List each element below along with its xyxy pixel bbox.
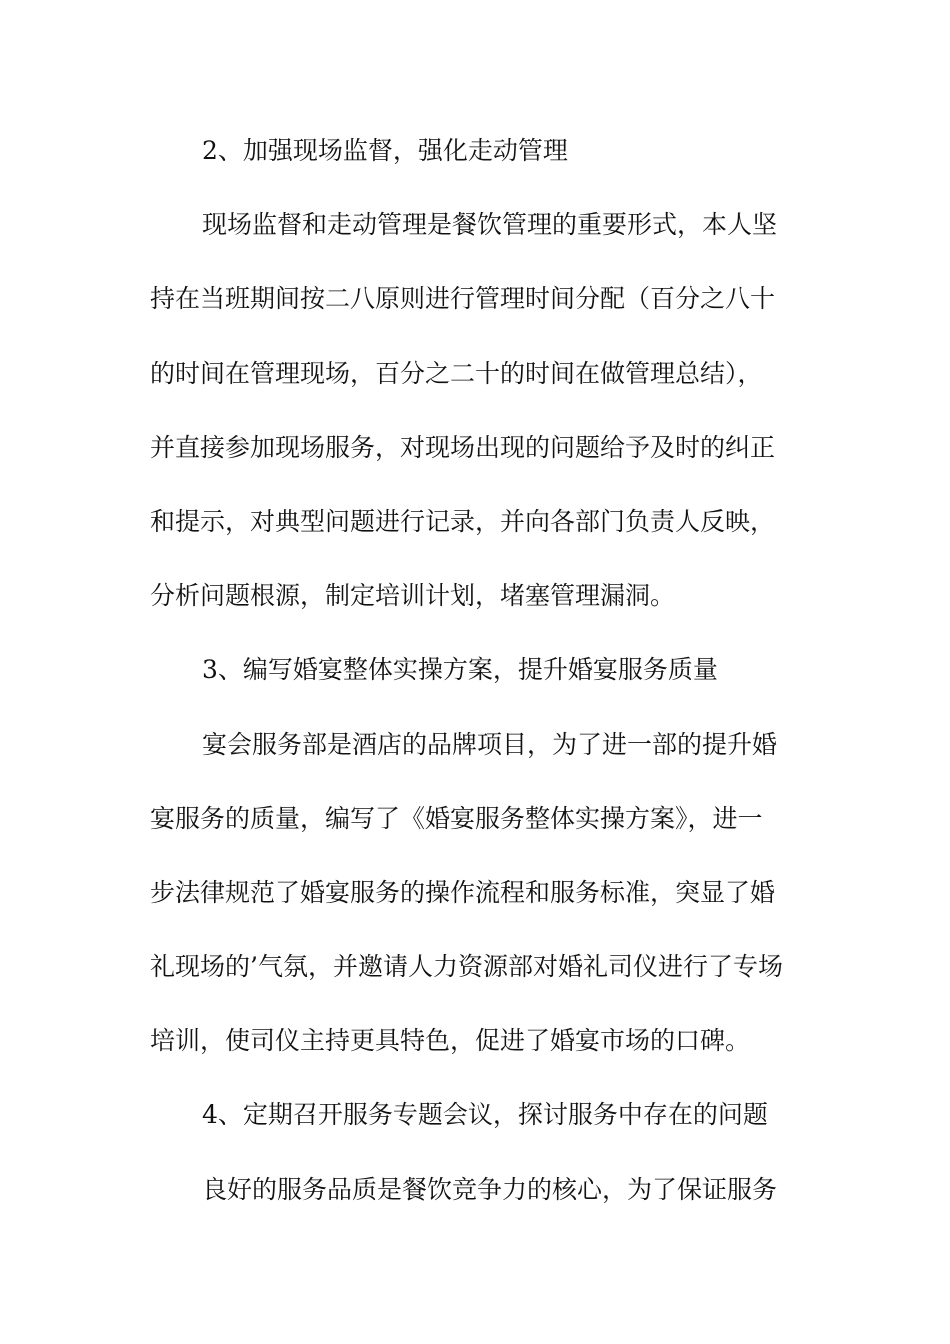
paragraph-line: 分析问题根源，制定培训计划，堵塞管理漏洞。	[150, 581, 676, 611]
paragraph-line: 宴服务的质量，编写了《婚宴服务整体实操方案》，进一	[150, 803, 763, 833]
paragraph-line: 并直接参加现场服务，对现场出现的问题给予及时的纠正	[150, 432, 776, 462]
paragraph-line: 和提示，对典型问题进行记录，并向各部门负责人反映，	[150, 506, 776, 536]
paragraph-line: 步法律规范了婚宴服务的操作流程和服务标准，突显了婚	[150, 877, 776, 907]
paragraph-line: 持在当班期间按二八原则进行管理时间分配（百分之八十	[150, 284, 776, 314]
paragraph-line: 现场监督和走动管理是餐饮管理的重要形式，本人坚	[202, 210, 778, 240]
section-heading-2: 2、加强现场监督，强化走动管理	[202, 136, 568, 165]
paragraph-line: 培训，使司仪主持更具特色，促进了婚宴市场的口碑。	[150, 1026, 751, 1056]
paragraph-line: 的时间在管理现场，百分之二十的时间在做管理总结），	[150, 358, 763, 388]
document-body	[150, 114, 810, 1227]
paragraph-line: 礼现场的’气氛，并邀请人力资源部对婚礼司仪进行了专场	[150, 952, 783, 982]
paragraph-line: 良好的服务品质是餐饮竞争力的核心，为了保证服务	[202, 1174, 778, 1204]
paragraph-line: 宴会服务部是酒店的品牌项目，为了进一部的提升婚	[202, 729, 778, 759]
section-heading-4: 4、定期召开服务专题会议，探讨服务中存在的问题	[202, 1100, 768, 1130]
section-heading-3: 3、编写婚宴整体实操方案，提升婚宴服务质量	[202, 655, 718, 685]
